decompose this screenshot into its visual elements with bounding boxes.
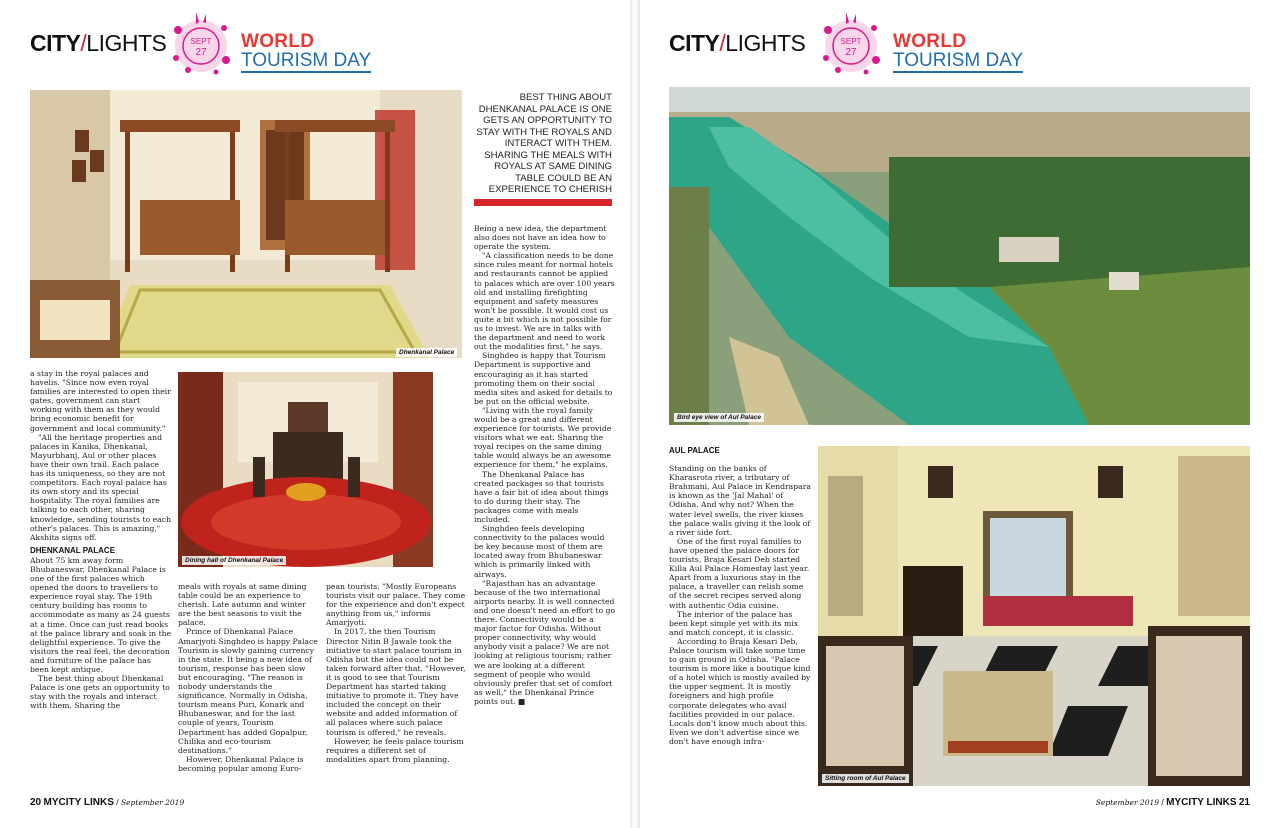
article-column-2 — [178, 582, 320, 792]
aul-sitting-room-photo — [818, 446, 1250, 786]
section-title: CITY/LIGHTS — [669, 30, 806, 56]
svg-text:SEPT: SEPT — [840, 37, 862, 46]
paragraph: Singhdeo feels developing connectivity to the palaces would be key because most of them are located away from Bhubaneswar which is primarily linked with airways. — [474, 524, 605, 579]
paragraph: However, he feels palace tourism requires a different set of modalities apart from planning. — [326, 736, 464, 764]
subheading: DHENKANAL PALACE — [30, 545, 116, 555]
paragraph: According to Braja Kesari Deb, Palace tourism will take some time to gain ground in Odisha. "Palace tourism is more like a boutique kind of a hotel which is mostly availed by the upper segment. It is mostly foreigners and high profile corporate delegates who avail facilities provided in our palace. Locals don't know much about this. Even we don't advertise since we don't have enough infra- — [669, 636, 811, 746]
paragraph: pean tourists. "Mostly Europeans tourists visit our palace. They come for the experience and don't expect anything from us," informs Amarjyoti. — [326, 582, 466, 628]
photo-caption: Bird eye view of Aul Palace — [674, 413, 764, 422]
svg-text:SEPT: SEPT — [190, 37, 212, 46]
paragraph: Singhdeo is happy that Tourism Department is supportive and encouraging as it has started promoting them on their social media sites and asked for details to be put on the official website. — [474, 351, 613, 406]
section-title: CITY/LIGHTS — [30, 30, 167, 56]
paragraph: Standing on the banks of Kharasrota river, a tributary of Brahmani, Aul Palace in Kendrapara is known as the 'Jal Mahal' of Odisha. And why not? When the water level swells, the river kisses the palace walls giving it the look of a river side fort. — [669, 464, 812, 537]
paragraph: The Dhenkanal Palace has created packages so that tourists have a fair bit of idea about things to do during their stay. The packages come with meals included. — [474, 469, 609, 524]
paragraph: "All the heritage properties and palaces in Kanika, Dhenkanal, Mayurbhanj, Aul or other places have their own trail. Each palace has its uniqueness, so they are not competitors. Each royal palace has its own story and its special hospitality. The royal families are talking to each other, sharing knowledge, sending tourists to each other's palaces. This is amazing," Akshita signs off. — [30, 432, 172, 542]
page-folio-left: 20 MYCITY LINKS / September 2019 — [30, 797, 185, 808]
paragraph: The interior of the palace has been kept simple yet with its mix and match concept, it is classic. — [669, 609, 799, 637]
photo-caption: Sitting room of Aul Palace — [822, 774, 909, 783]
spine-gutter — [630, 0, 640, 828]
paragraph: "Living with the royal family would be a great and different experience for tourists. We provide visitors what we eat. Sharing the royal recipes on the same dining table would always be an awesome experience for them," he explains. — [474, 405, 612, 470]
paragraph: One of the first royal families to have opened the palace doors for tourists, Braja Kesari Deb started Killa Aul Palace Homestay last year. Apart from a luxurious stay in the palace, a traveller can relish some of the secret recipes served along with authentic Odia cuisine. — [669, 536, 810, 610]
paragraph: Being a new idea, the department also does not have an idea how to operate the system. — [474, 224, 607, 252]
tourism-badge-icon — [166, 8, 236, 78]
left-page — [0, 0, 630, 828]
photo-caption: Dhenkanal Palace — [396, 348, 457, 357]
paragraph: "A classification needs to be done since rules meant for normal hotels and restaurants cannot be applied to palaces which are over 100 years old and installing firefighting equipment and safety measures won't be possible. It would cost us quite a bit which is not possible for us to invest. We are in talks with the department and need to work out the modalities first," he says. — [474, 251, 615, 352]
paragraph: Prince of Dhenkanal Palace Amarjyoti Singhdeo is happy Palace Tourism is slowly gaining currency in the state. It being a new idea of tourism, response has been slow but encouraging. "The reason is nobody understands the significance. Normally in Odisha, tourism means Puri, Konark and Bhubaneswar, and for the last couple of years, Tourism Department has added Gopalpur, Chilika and eco-tourism destinations." — [178, 627, 318, 755]
tourism-badge-icon — [816, 8, 886, 78]
article-column-right — [669, 446, 812, 792]
subheading: AUL PALACE — [669, 446, 720, 455]
article-column-4 — [474, 224, 616, 794]
pull-quote-rule — [474, 199, 612, 206]
paragraph: About 75 km away form Bhubaneswar, Dhenkanal Palace is one of the first palaces which opened the doors to travellers to experience royal stay. The 19th century building has rooms to accommodate as many as 24 guests at a time. Once can just read books at the palace library and soak in the delightful experience. To give the visitors the real feel, the decoration and furniture of the palace has been kept antique. — [30, 555, 172, 674]
svg-text:27: 27 — [845, 47, 857, 58]
paragraph: However, Dhenkanal Palace is becoming popular among Euro- — [178, 754, 304, 773]
world-tourism-day-title: WORLD TOURISM DAY — [893, 31, 1024, 71]
photo-caption: Dining hall of Dhenkanal Palace — [182, 556, 286, 565]
pull-quote: BEST THING ABOUT DHENKANAL PALACE IS ONE GETS AN OPPORTUNITY TO STAY WITH THE ROYALS AND INTERACT WITH THEM. SHARING THE MEALS WITH ROYALS AT SAME DINING TABLE COULD BE AN EXPERIENCE TO CHERISH — [476, 92, 612, 195]
article-column-1 — [30, 369, 172, 789]
page-folio-right: September 2019 / MYCITY LINKS 21 — [1095, 797, 1250, 808]
article-column-3 — [326, 582, 468, 792]
right-page — [640, 0, 1270, 828]
paragraph: The best thing about Dhenkanal Palace is one gets an opportunity to stay with the royals and interact with them. Sharing the — [30, 674, 170, 711]
paragraph: "Rajasthan has an advantage because of the two international airports nearby. It is well connected and one doesn't need an effort to go there. Connectivity would be a major factor for Odisha. Without proper connectivity, why would anybody visit a palace? We are not looking at religious tourism; rather we are looking at a different segment of people who would obviously prefer that set of comfort as well," the Dhenkanal Prince points out. ■ — [474, 578, 616, 706]
paragraph: a stay in the royal palaces and havelis. "Since now even royal families are interested to open their gates, government can start working with them as they would bring economic benefit for government and local community." — [30, 369, 171, 433]
aul-aerial-photo — [669, 87, 1250, 425]
paragraph: meals with royals at same dining table could be an experience to cherish. Late autumn and winter are the best seasons to visit the palace. — [178, 582, 307, 628]
svg-text:27: 27 — [195, 47, 207, 58]
dhenkanal-bedroom-photo — [30, 90, 462, 358]
paragraph: In 2017, the then Tourism Director Nitin B Jawale took the initiative to start palace tourism in Odisha but the idea could not be taken forward after that. "However, it is good to see that Tourism Department has started taking initiative to promote it. They have included the concept on their website and added information of all palaces where such palace tourism is offered," he reveals. — [326, 627, 466, 737]
dhenkanal-dining-photo — [178, 372, 433, 567]
world-tourism-day-title: WORLD TOURISM DAY — [241, 31, 372, 71]
